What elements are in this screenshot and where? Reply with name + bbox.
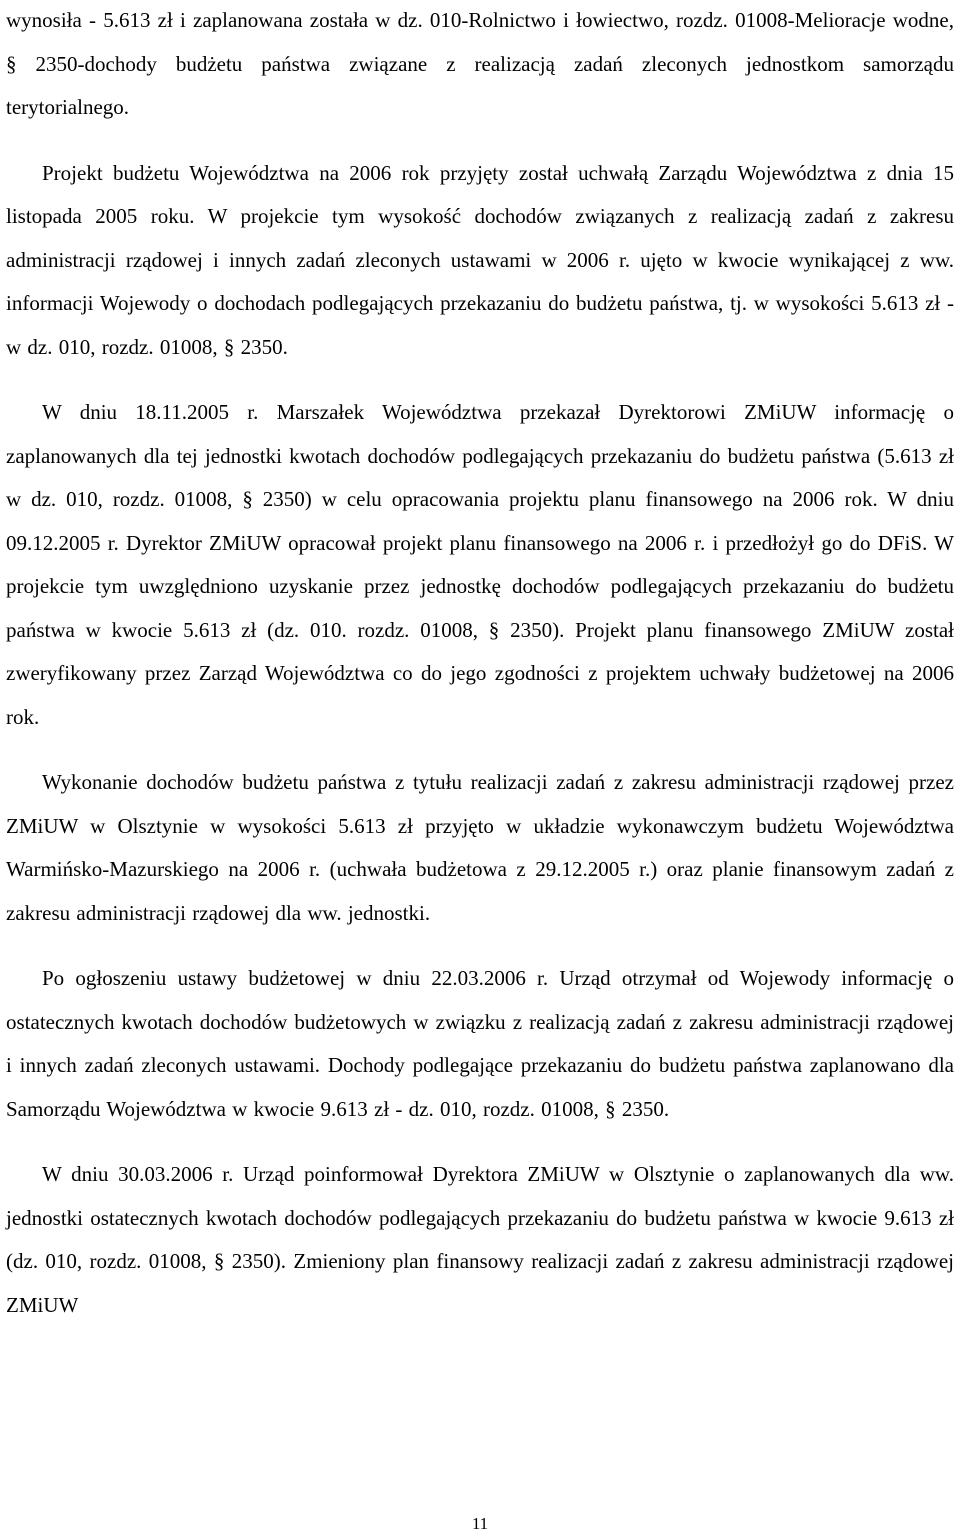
paragraph-5: Po ogłoszeniu ustawy budżetowej w dniu 22.03.2006 r. Urząd otrzymał od Wojewody informację o ostatecznych kwotach dochodów budżetowych w związku z realizacją zadań z zakresu administracji rządowej i innych zadań zleconych ustawami. Dochody podlegające przekazaniu do budżetu państwa zaplanowano dla Samorządu Województwa w kwocie 9.613 zł - dz. 010, rozdz. 01008, § 2350. — [6, 966, 954, 1121]
paragraph-4: Wykonanie dochodów budżetu państwa z tytułu realizacji zadań z zakresu administracji rządowej przez ZMiUW w Olsztynie w wysokości 5.613 zł przyjęto w układzie wykonawczym budżetu Województwa Warmińsko-Mazurskiego na 2006 r. (uchwała budżetowa z 29.12.2005 r.) oraz planie finansowym zadań z zakresu administracji rządowej dla ww. jednostki. — [6, 770, 954, 925]
document-body — [6, 0, 954, 1327]
paragraph-2: Projekt budżetu Województwa na 2006 rok przyjęty został uchwałą Zarządu Województwa z dnia 15 listopada 2005 roku. W projekcie tym wysokość dochodów związanych z realizacją zadań z zakresu administracji rządowej i innych zadań zleconych ustawami w 2006 r. ujęto w kwocie wynikającej z ww. informacji Wojewody o dochodach podlegających przekazaniu do budżetu państwa, tj. w wysokości 5.613 zł - w dz. 010, rozdz. 01008, § 2350. — [6, 160, 954, 359]
paragraph-1: wynosiła - 5.613 zł i zaplanowana została w dz. 010-Rolnictwo i łowiectwo, rozdz. 01008-Melioracje wodne, § 2350-dochody budżetu państwa związane z realizacją zadań zleconych jednostkom samorządu terytorialnego. — [6, 8, 954, 119]
paragraph-3: W dniu 18.11.2005 r. Marszałek Województwa przekazał Dyrektorowi ZMiUW informację o zaplanowanych dla tej jednostki kwotach dochodów podlegających przekazaniu do budżetu państwa (5.613 zł w dz. 010, rozdz. 01008, § 2350) w celu opracowania projektu planu finansowego na 2006 rok. W dniu 09.12.2005 r. Dyrektor ZMiUW opracował projekt planu finansowego na 2006 r. i przedłożył go do DFiS. W projekcie tym uwzględniono uzyskanie przez jednostkę dochodów podlegających przekazaniu do budżetu państwa w kwocie 5.613 zł (dz. 010. rozdz. 01008, § 2350). Projekt planu finansowego ZMiUW został zweryfikowany przez Zarząd Województwa co do jego zgodności z projektem uchwały budżetowej na 2006 rok. — [6, 400, 954, 729]
paragraph-6: W dniu 30.03.2006 r. Urząd poinformował Dyrektora ZMiUW w Olsztynie o zaplanowanych dla ww. jednostki ostatecznych kwotach dochodów podlegających przekazaniu do budżetu państwa w kwocie 9.613 zł (dz. 010, rozdz. 01008, § 2350). Zmieniony plan finansowy realizacji zadań z zakresu administracji rządowej ZMiUW — [6, 1162, 954, 1317]
page-number: 11 — [471, 1514, 489, 1533]
